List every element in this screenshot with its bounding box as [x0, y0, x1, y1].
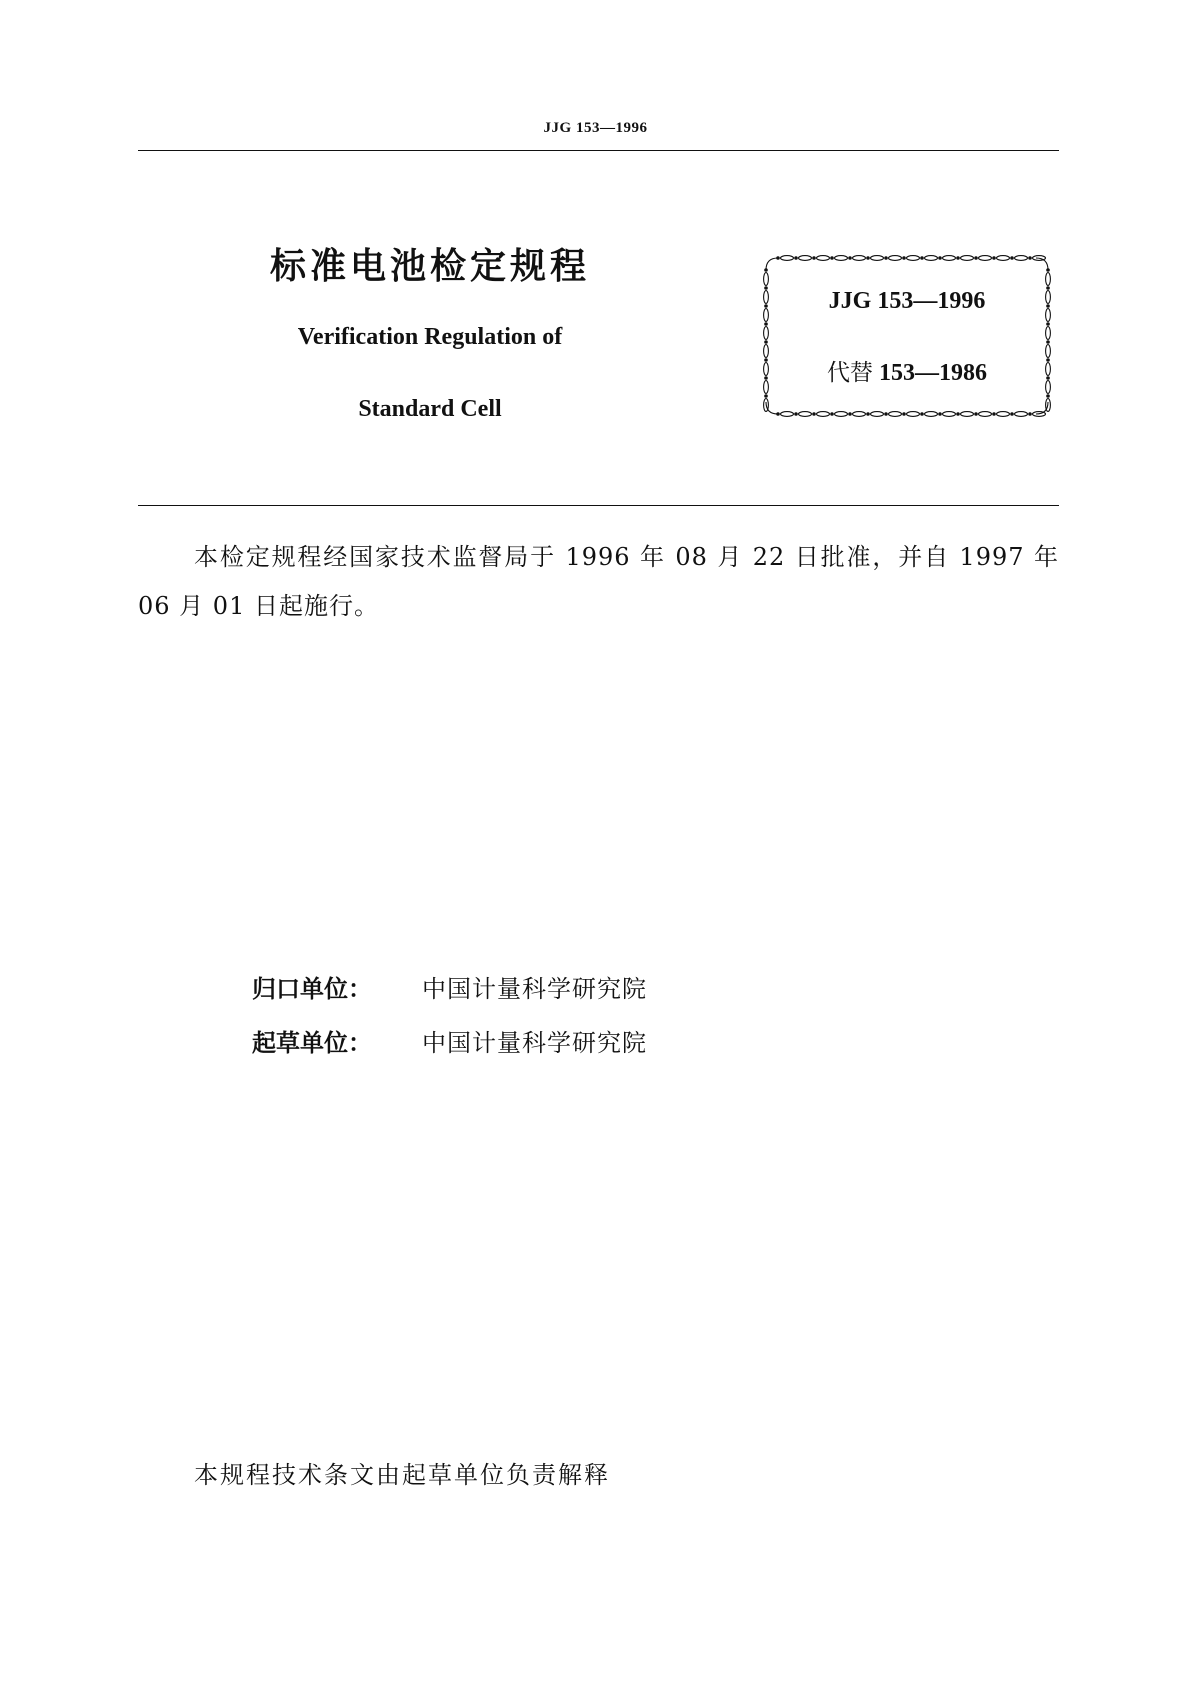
- replaces-label: 代替: [827, 360, 873, 386]
- org-row-responsible: [252, 969, 647, 1004]
- footer-note: 本规程技术条文由起草单位负责解释: [194, 1461, 610, 1489]
- approval-paragraph: 本检定规程经国家技术监督局于 1996 年 08 月 22 日批准，并自 1997 年 06 月 01 日起施行。: [138, 543, 1059, 620]
- org-label: 归口单位：: [252, 975, 372, 1003]
- code-replaces: [760, 354, 1054, 387]
- mid-rule: [138, 505, 1059, 506]
- org-label: 起草单位：: [252, 1029, 372, 1057]
- code-current: JJG 153—1996: [828, 288, 986, 314]
- title-english-line1: Verification Regulation of: [297, 324, 563, 350]
- org-value: 中国计量科学研究院: [422, 975, 647, 1003]
- top-rule: [138, 150, 1059, 151]
- replaces-code: 153—1986: [879, 360, 987, 386]
- org-row-drafting: [252, 1023, 647, 1058]
- header-code: JJG 153—1996: [543, 120, 648, 136]
- org-value: 中国计量科学研究院: [422, 1029, 647, 1057]
- decorative-border: [760, 252, 1054, 420]
- code-box: [760, 252, 1054, 420]
- title-english-line2: Standard Cell: [358, 396, 502, 422]
- title-chinese: 标准电池检定规程: [269, 246, 590, 287]
